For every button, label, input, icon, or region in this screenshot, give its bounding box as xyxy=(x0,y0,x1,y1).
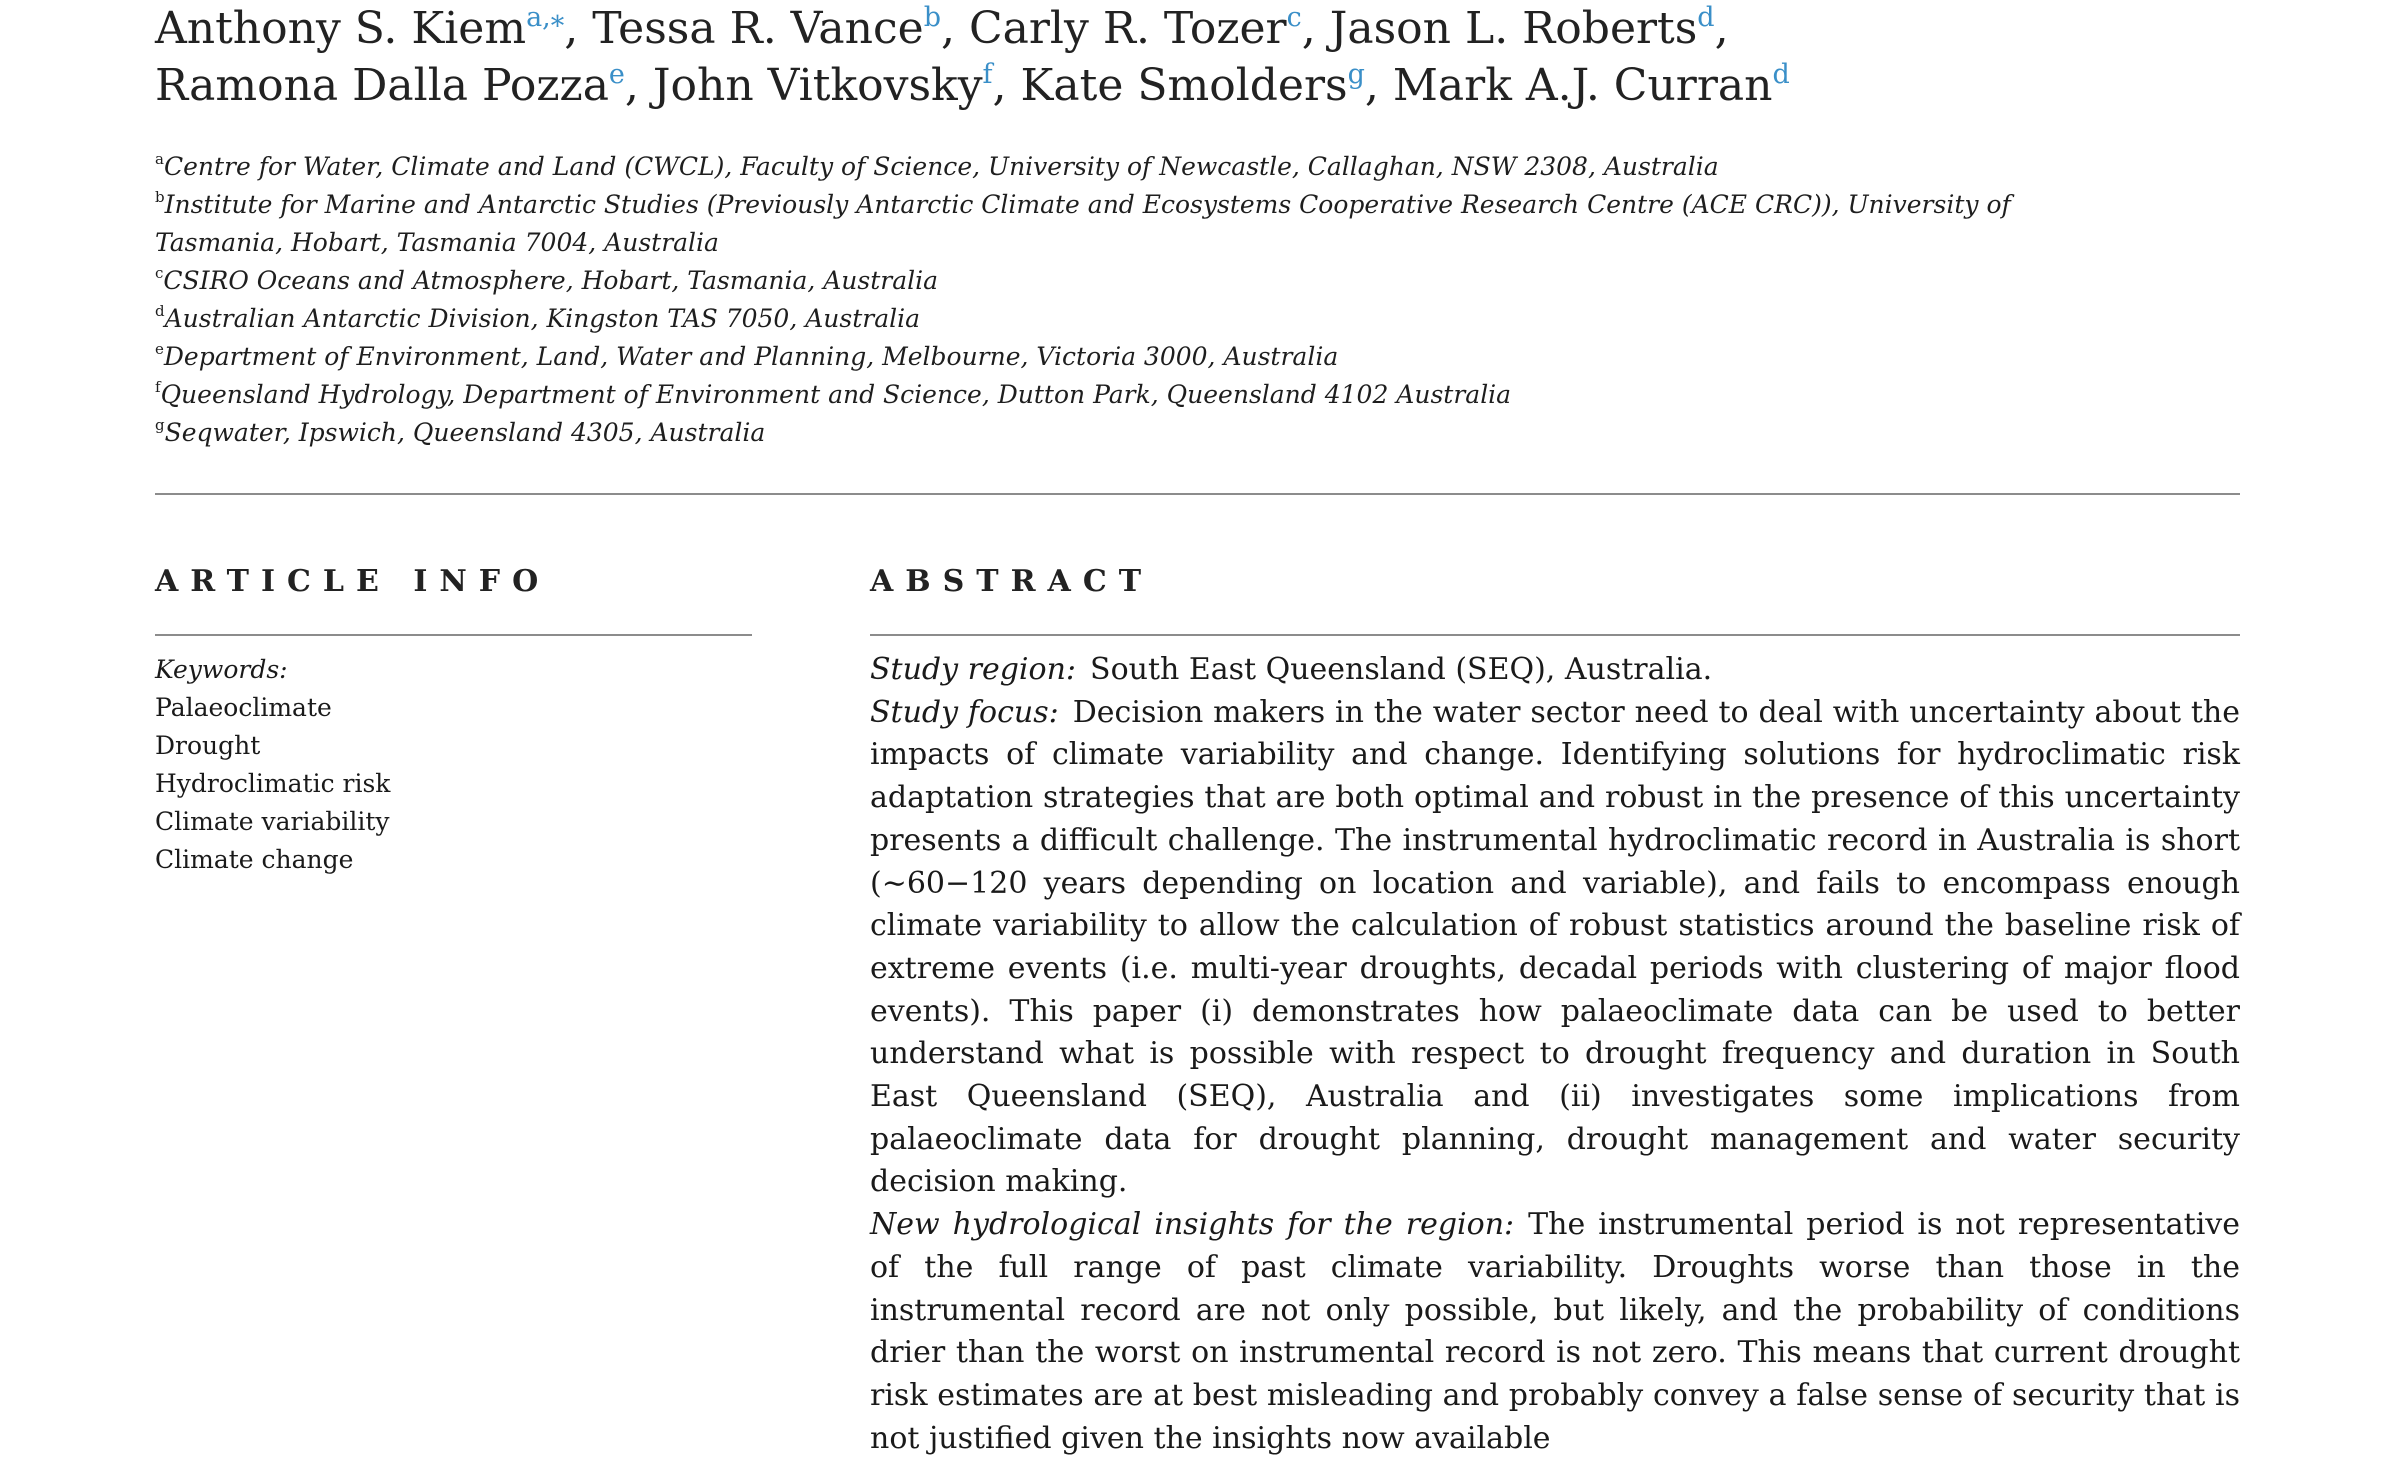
author-name: Carly R. Tozer xyxy=(968,3,1287,54)
abstract-body xyxy=(870,649,2240,1460)
author-list xyxy=(155,0,2255,114)
author-affiliation-marker[interactable]: a,⁎ xyxy=(526,2,565,33)
affiliation-key: a xyxy=(155,150,164,168)
study-focus-label: Study focus: xyxy=(870,694,1059,730)
author-name: Tessa R. Vance xyxy=(592,3,924,54)
author-name: Anthony S. Kiem xyxy=(155,3,527,54)
affiliation-text: Seqwater, Ipswich, Queensland 4305, Australia xyxy=(164,418,766,447)
author-affiliation-marker[interactable]: f xyxy=(982,59,993,90)
author-name: Ramona Dalla Pozza xyxy=(155,60,609,111)
affiliation-key: d xyxy=(155,302,165,320)
abstract-divider xyxy=(870,634,2240,636)
insights-paragraph xyxy=(870,1204,2240,1460)
header-divider xyxy=(155,493,2240,495)
author-name: Kate Smolders xyxy=(1020,60,1348,111)
affiliation-key: g xyxy=(155,416,165,434)
author-separator: , xyxy=(1364,60,1393,111)
author-name: Mark A.J. Curran xyxy=(1392,60,1773,111)
author-name: Jason L. Roberts xyxy=(1329,3,1698,54)
affiliation-line xyxy=(155,262,1955,300)
study-region-paragraph xyxy=(870,649,2240,692)
article-info-divider xyxy=(155,634,752,636)
affiliation-continuation: Tasmania, Hobart, Tasmania 7004, Australia xyxy=(155,228,719,257)
keyword-item: Palaeoclimate xyxy=(155,693,332,722)
author-affiliation-marker[interactable]: d xyxy=(1772,59,1790,90)
insights-label: New hydrological insights for the region: xyxy=(870,1207,1515,1243)
affiliation-key: b xyxy=(155,188,165,206)
affiliation-line xyxy=(155,148,1955,186)
keyword-item: Climate change xyxy=(155,845,354,874)
keywords-section xyxy=(155,651,390,879)
affiliation-key: e xyxy=(155,340,164,358)
author-separator: , xyxy=(564,3,593,54)
author-separator: , xyxy=(1714,3,1729,54)
keyword-item: Drought xyxy=(155,731,261,760)
affiliation-line xyxy=(155,376,1955,414)
affiliation-text: Queensland Hydrology, Department of Environment and Science, Dutton Park, Queensland 4102 Australia xyxy=(160,380,1512,409)
affiliation-text: Department of Environment, Land, Water and Planning, Melbourne, Victoria 3000, Australia xyxy=(163,342,1339,371)
keyword-item: Climate variability xyxy=(155,807,390,836)
author-affiliation-marker[interactable]: c xyxy=(1286,2,1302,33)
author-separator: , xyxy=(940,3,969,54)
author-separator: , xyxy=(992,60,1021,111)
author-affiliation-marker[interactable]: b xyxy=(923,2,941,33)
affiliation-line xyxy=(155,300,1955,338)
affiliation-line xyxy=(155,338,1955,376)
author-separator: , xyxy=(624,60,653,111)
study-region-label: Study region: xyxy=(870,652,1077,687)
article-info-heading: ARTICLE INFO xyxy=(155,564,551,599)
study-focus-paragraph xyxy=(870,692,2240,1204)
author-affiliation-marker[interactable]: d xyxy=(1697,2,1715,33)
affiliation-line xyxy=(155,186,2011,224)
affiliation-text: Centre for Water, Climate and Land (CWCL), Faculty of Science, University of Newcastle, Callaghan, NSW 2308, Australia xyxy=(163,152,1719,181)
keyword-item: Hydroclimatic risk xyxy=(155,769,391,798)
abstract-heading: ABSTRACT xyxy=(870,564,1154,599)
keywords-label: Keywords: xyxy=(155,655,288,684)
affiliation-key: f xyxy=(155,378,161,396)
study-focus-text: Decision makers in the water sector need to deal with uncertainty about the impacts of climate variability and change. Identifying solutions for hydroclimatic risk adaptation strategies that are both optimal and robust in the presence of this uncertainty presents a difficult challenge. The instrumental hydroclimatic record in Australia is short (∼60−120 years depending on location and variable), and fails to encompass enough climate variability to allow the calculation of robust statistics around the baseline risk of extreme events (i.e. multi-year droughts, decadal periods with clustering of major flood events). This paper (i) demonstrates how palaeoclimate data can be used to better understand what is possible with respect to drought frequency and duration in South East Queensland (SEQ), Australia and (ii) investigates some implications from palaeoclimate data for drought planning, drought management and water security decision making. xyxy=(870,694,2240,1200)
affiliation-line xyxy=(155,414,1955,452)
author-affiliation-marker[interactable]: g xyxy=(1347,59,1365,90)
insights-text: The instrumental period is not representative of the full range of past climate variability. Droughts worse than those in the instrumental record are not only possible, but likely, and the probability of conditions drier than the worst on instrumental record is not zero. This means that current drought risk estimates are at best misleading and probably convey a false sense of security that is not justified given the insights now available xyxy=(870,1207,2240,1456)
affiliation-text: Institute for Marine and Antarctic Studies (Previously Antarctic Climate and Ecosystems Cooperative Research Centre (ACE CRC)), University of xyxy=(164,190,2011,219)
affiliation-key: c xyxy=(155,264,164,282)
author-name: John Vitkovsky xyxy=(652,60,983,111)
author-separator: , xyxy=(1301,3,1330,54)
affiliation-list xyxy=(155,148,2011,452)
affiliation-text: CSIRO Oceans and Atmosphere, Hobart, Tasmania, Australia xyxy=(163,266,939,295)
study-region-text: South East Queensland (SEQ), Australia. xyxy=(1090,652,1713,687)
author-affiliation-marker[interactable]: e xyxy=(608,59,625,90)
affiliation-text: Australian Antarctic Division, Kingston TAS 7050, Australia xyxy=(164,304,921,333)
